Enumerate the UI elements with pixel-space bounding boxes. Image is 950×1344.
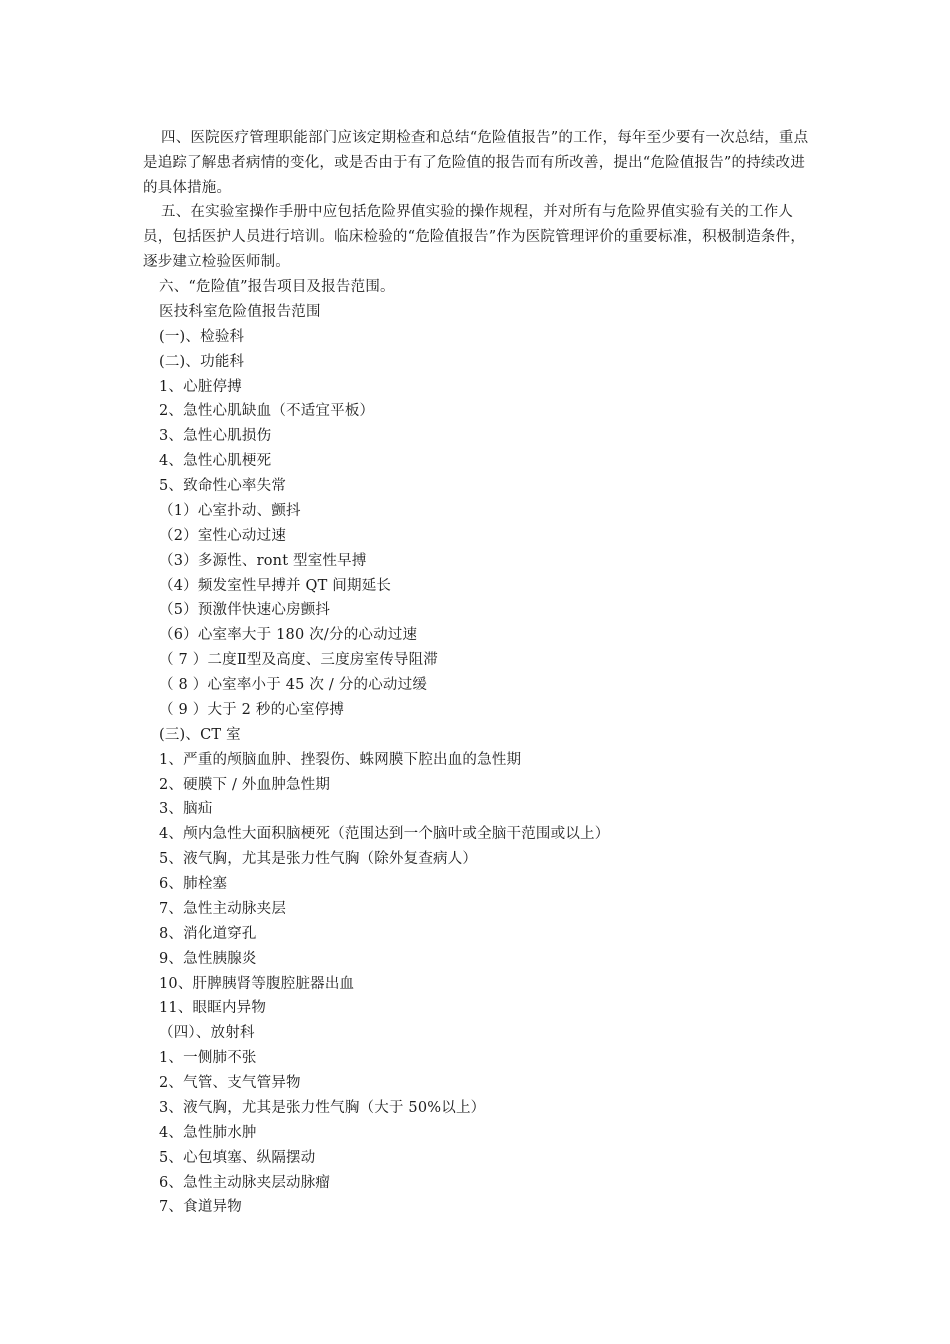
- list-item: 2、急性心肌缺血（不适宜平板）: [159, 403, 375, 420]
- list-item: 3、急性心肌损伤: [159, 428, 272, 445]
- list-item: （3）多源性、ront 型室性早搏: [159, 552, 367, 569]
- list-item: （1）心室扑动、颤抖: [159, 502, 301, 519]
- list-item: (一)、检验科: [159, 328, 245, 345]
- list-item: 1、严重的颅脑血肿、挫裂伤、蛛网膜下腔出血的急性期: [159, 751, 522, 768]
- list-item: （ 7 ）二度Ⅱ型及高度、三度房室传导阻滞: [159, 652, 438, 669]
- list-item: 4、急性心肌梗死: [159, 453, 272, 470]
- list-item: 9、急性胰腺炎: [159, 950, 257, 967]
- report-scope-list: [159, 275, 799, 1220]
- list-item: 6、急性主动脉夹层动脉瘤: [159, 1174, 331, 1191]
- list-item: 11、眼眶内异物: [159, 1000, 267, 1017]
- list-item: 5、心包填塞、纵隔摆动: [159, 1149, 316, 1166]
- list-item: 5、液气胸，尤其是张力性气胸（除外复查病人）: [159, 851, 478, 868]
- list-item: （6）心室率大于 180 次/分的心动过速: [159, 627, 418, 644]
- list-item: (二)、功能科: [159, 353, 245, 370]
- list-item: 医技科室危险值报告范围: [159, 303, 321, 320]
- list-item: （ 9 ）大于 2 秒的心室停搏: [159, 701, 345, 718]
- list-item: (三)、CT 室: [159, 726, 241, 743]
- list-item: 6、肺栓塞: [159, 876, 228, 892]
- list-item: （四）、放射科: [159, 1025, 255, 1042]
- list-item: 7、食道异物: [159, 1199, 242, 1216]
- list-item: 3、脑疝: [159, 801, 213, 818]
- list-item: （5）预激伴快速心房颤抖: [159, 602, 331, 619]
- list-item: 3、液气胸，尤其是张力性气胸（大于 50%以上）: [159, 1099, 486, 1116]
- paragraph-four: 四、医院医疗管理职能部门应该定期检查和总结“危险值报告”的工作，每年至少要有一次总结，重点是追踪了解患者病情的变化，或是否由于有了危险值的报告而有所改善，提出“危险值报告”的持续改进的具体措施。: [143, 130, 809, 196]
- list-item: 4、颅内急性大面积脑梗死（范围达到一个脑叶或全脑干范围或以上）: [159, 826, 610, 843]
- list-item: 1、心脏停搏: [159, 378, 242, 395]
- list-item: 六、“危险值”报告项目及报告范围。: [159, 279, 395, 295]
- list-item: （4）频发室性早搏并 QT 间期延长: [159, 577, 392, 594]
- list-item: （ 8 ）心室率小于 45 次 / 分的心动过缓: [159, 677, 428, 693]
- paragraph-five: 五、在实验室操作手册中应包括危险界值实验的操作规程，并对所有与危险界值实验有关的工作人员，包括医护人员进行培训。临床检验的“危险值报告”作为医院管理评价的重要标准，积极制造条件，逐步建立检验医师制。: [143, 204, 806, 270]
- list-item: 1、一侧肺不张: [159, 1050, 257, 1067]
- list-item: 2、气管、支气管异物: [159, 1075, 301, 1091]
- list-item: 10、肝脾胰肾等腹腔脏器出血: [159, 975, 355, 992]
- list-item: 4、急性肺水肿: [159, 1124, 257, 1141]
- list-item: 5、致命性心率失常: [159, 478, 287, 494]
- list-item: 2、硬膜下 / 外血肿急性期: [159, 776, 331, 793]
- list-item: 8、消化道穿孔: [159, 925, 257, 942]
- list-item: 7、急性主动脉夹层: [159, 900, 287, 917]
- list-item: （2）室性心动过速: [159, 527, 287, 544]
